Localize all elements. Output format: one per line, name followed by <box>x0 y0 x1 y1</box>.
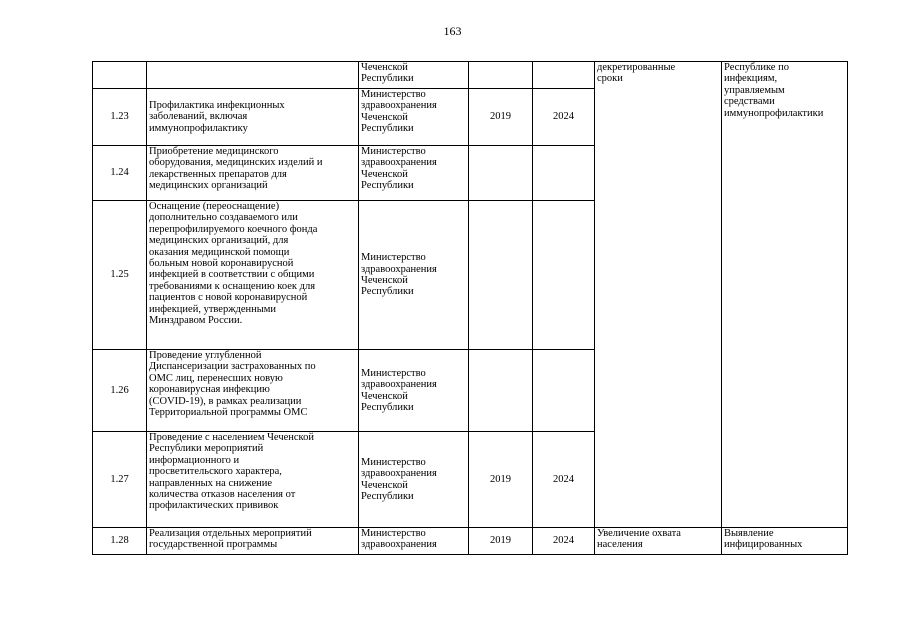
cell-indicator-link: Республике по инфекциям, управляемым средствами иммунопрофилактики <box>722 62 848 528</box>
responsible-org: Министерство здравоохранения Чеченской Республики <box>359 432 469 528</box>
start-year <box>469 201 533 350</box>
table-row-continuation <box>93 62 848 89</box>
row-number: 1.28 <box>93 528 147 555</box>
responsible-org: Министерство здравоохранения Чеченской Республики <box>359 146 469 201</box>
cell-number <box>93 62 147 89</box>
measure-name: Проведение углубленной Диспансеризации застрахованных по ОМС лиц, перенесших новую коронавирусная инфекцию (COVID-19), в рамках реализации Территориальной программы ОМС <box>147 350 359 432</box>
page-number: 163 <box>443 24 462 38</box>
row-number: 1.25 <box>93 201 147 350</box>
row-number: 1.26 <box>93 350 147 432</box>
measure-name: Приобретение медицинского оборудования, медицинских изделий и лекарственных препаратов для медицинских организаций <box>147 146 359 201</box>
row-number: 1.24 <box>93 146 147 201</box>
responsible-org: Министерство здравоохранения Чеченской Республики <box>359 201 469 350</box>
end-year <box>533 146 595 201</box>
row-number: 1.23 <box>93 89 147 146</box>
cell-start-year <box>469 62 533 89</box>
row-number: 1.27 <box>93 432 147 528</box>
cell-responsible-org: Чеченской Республики <box>359 62 469 89</box>
measures-table <box>92 61 848 555</box>
end-year: 2024 <box>533 89 595 146</box>
expected-result: Увеличение охвата населения <box>595 528 722 555</box>
start-year <box>469 350 533 432</box>
start-year <box>469 146 533 201</box>
measure-name: Профилактика инфекционных заболеваний, включая иммунопрофилактику <box>147 89 359 146</box>
measure-name: Оснащение (переоснащение) дополнительно создаваемого или перепрофилируемого коечного фонда медицинских организаций, для оказания медицинской помощи больным новой коронавирусной инфекцией в соответствии с общими требованиями к оснащению коек для пациентов с новой коронавирусной инфекцией, утвержденными Минздравом России. <box>147 201 359 350</box>
end-year: 2024 <box>533 432 595 528</box>
responsible-org: Министерство здравоохранения Чеченской Республики <box>359 89 469 146</box>
responsible-org: Министерство здравоохранения <box>359 528 469 555</box>
end-year <box>533 201 595 350</box>
end-year <box>533 350 595 432</box>
end-year: 2024 <box>533 528 595 555</box>
table-row <box>93 528 848 555</box>
measure-name: Реализация отдельных мероприятий государственной программы <box>147 528 359 555</box>
indicator-link: Выявление инфицированных <box>722 528 848 555</box>
start-year: 2019 <box>469 432 533 528</box>
measure-name: Проведение с населением Чеченской Республики мероприятий информационного и просветительского характера, направленных на снижение количества отказов населения от профилактических прививок <box>147 432 359 528</box>
responsible-org: Министерство здравоохранения Чеченской Республики <box>359 350 469 432</box>
cell-end-year <box>533 62 595 89</box>
cell-expected-result: декретированные сроки <box>595 62 722 528</box>
start-year: 2019 <box>469 89 533 146</box>
start-year: 2019 <box>469 528 533 555</box>
cell-measure-name <box>147 62 359 89</box>
